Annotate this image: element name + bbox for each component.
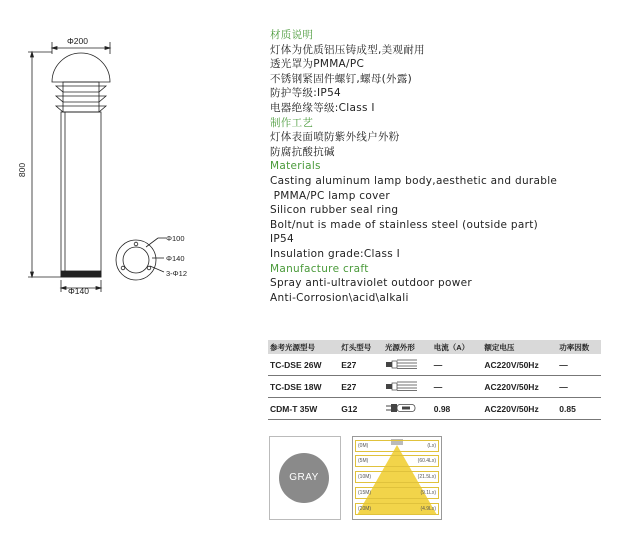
model-cell: TC-DSE 26W [268, 354, 339, 376]
spec-heading: 材质说明 [270, 29, 314, 41]
spec-line: Silicon rubber seal ring [270, 204, 399, 217]
pf-cell: 0.85 [557, 398, 601, 420]
height-label: (10M) [358, 474, 372, 480]
shape-cell [383, 398, 432, 420]
metal-halide-lamp-icon [385, 402, 419, 414]
plate-holes-label: 3-Φ12 [166, 269, 187, 278]
table-row [268, 376, 601, 398]
table-row [268, 354, 601, 376]
lux-label: (Lx) [427, 443, 436, 449]
color-swatch [269, 436, 341, 520]
spec-line: 灯体表面喷防紫外线户外粉 [270, 131, 400, 144]
model-cell: CDM-T 35W [268, 398, 339, 420]
voltage-cell: AC220V/50Hz [482, 376, 557, 398]
spec-line: PMMA/PC lamp cover [270, 189, 390, 202]
spec-heading: Manufacture craft [270, 262, 369, 275]
plate-d1-label: Φ100 [166, 234, 185, 243]
spiral-lamp-icon [385, 358, 419, 370]
spec-line: 防护等级:IP54 [270, 87, 342, 100]
cap-cell: E27 [339, 376, 383, 398]
pf-cell: — [557, 354, 601, 376]
height-label: (0M) [358, 443, 369, 449]
current-cell: — [432, 354, 483, 376]
spec-line: IP54 [270, 233, 294, 246]
height-label: (20M) [358, 506, 372, 512]
shape-cell [383, 376, 432, 398]
cap-cell: G12 [339, 398, 383, 420]
col-header: 光源外形 [383, 340, 432, 354]
specifications [270, 28, 630, 305]
light-distribution-diagram [352, 436, 442, 520]
col-header: 参考光源型号 [268, 340, 339, 354]
col-header: 额定电压 [482, 340, 557, 354]
spec-heading: 制作工艺 [270, 116, 314, 129]
lux-label: (4.9Lx) [420, 506, 436, 512]
spec-line: 电器绝缘等级:Class I [270, 101, 375, 114]
distribution-row [355, 455, 439, 467]
cap-cell: E27 [339, 354, 383, 376]
height-label: (5M) [358, 458, 369, 464]
voltage-cell: AC220V/50Hz [482, 354, 557, 376]
distribution-row [355, 487, 439, 499]
col-header: 电流（A） [432, 340, 483, 354]
model-cell: TC-DSE 18W [268, 376, 339, 398]
table-row [268, 398, 601, 420]
height-label: (15M) [358, 490, 372, 496]
spec-line: 防腐抗酸抗碱 [270, 145, 335, 158]
dim-base-label: Φ140 [68, 286, 89, 296]
shape-cell [383, 354, 432, 376]
gray-color-disc: GRAY [279, 453, 329, 503]
lamp-models-table [268, 340, 601, 420]
current-cell: 0.98 [432, 398, 483, 420]
lux-label: (9.1Lx) [420, 490, 436, 496]
lux-label: (21.5Lx) [417, 474, 436, 480]
spec-line: Casting aluminum lamp body,aesthetic and durable [270, 174, 558, 187]
distribution-row [355, 440, 439, 452]
spec-heading: Materials [270, 160, 321, 173]
spec-line: 不锈钢紧固件螺钉,螺母(外露) [270, 72, 413, 85]
dim-top-label: Φ200 [67, 36, 88, 46]
distribution-row [355, 471, 439, 483]
spiral-lamp-icon [385, 380, 419, 392]
lux-label: (60.4Lx) [417, 458, 436, 464]
dim-height-label: 800 [17, 162, 27, 178]
distribution-row [355, 503, 439, 515]
spec-line: 灯体为优质铝压铸成型,美观耐用 [270, 43, 425, 56]
spec-line: 透光罩为PMMA/PC [270, 58, 365, 71]
plate-d2-label: Φ140 [166, 254, 185, 263]
spec-line: Insulation grade:Class I [270, 247, 401, 260]
spec-line: Anti-Corrosion\acid\alkali [270, 291, 409, 304]
lamp-technical-drawing [0, 0, 250, 320]
spec-line: Bolt/nut is made of stainless steel (outside part) [270, 218, 539, 231]
pf-cell: — [557, 376, 601, 398]
col-header: 功率因数 [557, 340, 601, 354]
current-cell: — [432, 376, 483, 398]
voltage-cell: AC220V/50Hz [482, 398, 557, 420]
col-header: 灯头型号 [339, 340, 383, 354]
spec-line: Spray anti-ultraviolet outdoor power [270, 277, 472, 290]
